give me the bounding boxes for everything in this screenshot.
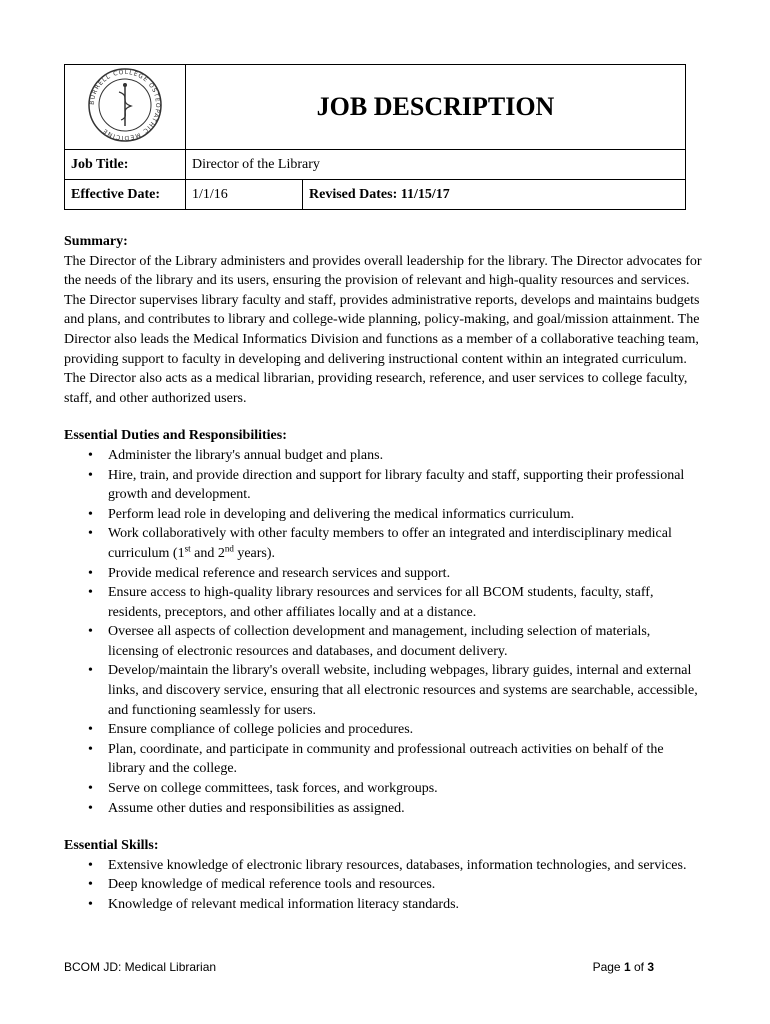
list-item: • Ensure compliance of college policies and procedures. [108, 720, 704, 740]
list-item: • Plan, coordinate, and participate in community and professional outreach activities on behalf of the library and the college. [108, 740, 704, 779]
list-item: • Assume other duties and responsibilities as assigned. [108, 799, 704, 819]
list-item: • Administer the library's annual budget and plans. [108, 446, 704, 466]
page-footer [64, 960, 654, 974]
list-item: • Hire, train, and provide direction and support for library faculty and staff, supporting their professional growth and development. [108, 466, 704, 505]
list-item: • Extensive knowledge of electronic library resources, databases, information technologies, and services. [108, 856, 704, 876]
list-item: • Develop/maintain the library's overall website, including webpages, library guides, internal and external links, and discovery service, ensuring that all electronic resources and systems are searchable, accessible, and functioning seamlessly for users. [108, 661, 704, 720]
list-item: • Serve on college committees, task forces, and workgroups. [108, 779, 704, 799]
summary-heading: Summary: [64, 234, 128, 249]
effective-date-label: Effective Date: [65, 180, 186, 210]
seal-text: BURRELL COLLEGE OSTEOPATHIC MEDICINE [88, 68, 162, 141]
list-item: • Knowledge of relevant medical information literacy standards. [108, 895, 704, 915]
list-item: • Work collaboratively with other faculty members to offer an integrated and interdisciplinary medical curriculum (1st and 2nd years). [108, 524, 704, 563]
effective-date-value: 1/1/16 [186, 180, 303, 210]
document-body [64, 232, 704, 915]
list-item: • Ensure access to high-quality library resources and services for all BCOM students, faculty, staff, residents, preceptors, and other affiliates locally and at a distance. [108, 583, 704, 622]
list-item: • Deep knowledge of medical reference tools and resources. [108, 875, 704, 895]
college-seal-logo [86, 66, 164, 144]
job-header-table [64, 64, 686, 210]
college-seal-cell [65, 65, 186, 150]
revised-dates: Revised Dates: 11/15/17 [303, 180, 686, 210]
page-title: JOB DESCRIPTION [186, 65, 686, 150]
summary-text: The Director of the Library administers and provides overall leadership for the library. The Director advocates for the needs of the library and its users, ensuring the provision of relevant and high-quality resources and services. The Director supervises library faculty and staff, provides administrative reports, develops and maintains budgets and plans, and contributes to library and college-wide planning, policy-making, and goal/mission attainment. The Director also leads the Medical Informatics Division and functions as a member of a collaborative teaching team, providing support to faculty in developing and delivering instructional content within an integrated curriculum. The Director also acts as a medical librarian, providing research, reference, and user services to college faculty, staff, and other authorized users. [64, 253, 702, 406]
list-item: • Perform lead role in developing and delivering the medical informatics curriculum. [108, 505, 704, 525]
skills-list [64, 856, 704, 915]
page-number: Page 1 of 3 [592, 960, 654, 974]
duties-heading: Essential Duties and Responsibilities: [64, 428, 287, 444]
job-title-label: Job Title: [65, 150, 186, 180]
footer-doc-label: BCOM JD: Medical Librarian [64, 960, 217, 974]
list-item: • Provide medical reference and research services and support. [108, 564, 704, 584]
duties-list [64, 446, 704, 818]
skills-heading: Essential Skills: [64, 838, 159, 854]
list-item: • Oversee all aspects of collection development and management, including selection of materials, licensing of electronic resources and databases, and document delivery. [108, 622, 704, 661]
job-title-value: Director of the Library [186, 150, 686, 180]
